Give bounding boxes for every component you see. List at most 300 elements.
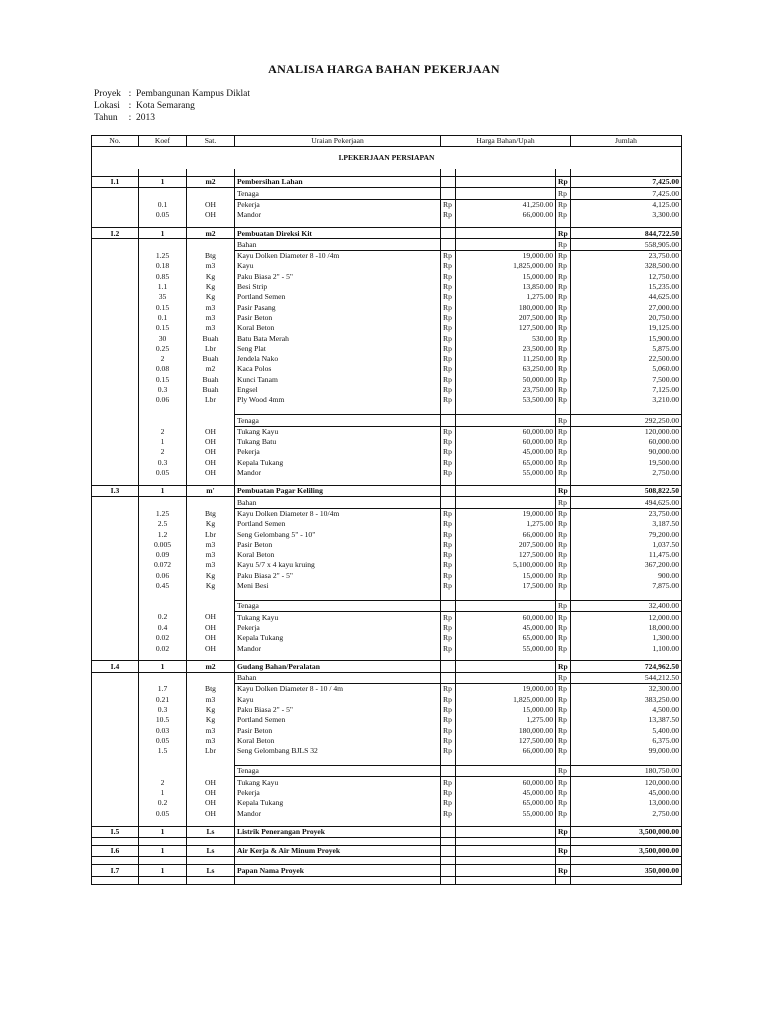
currency-label: Rp <box>441 426 456 437</box>
group-label: Tenaga <box>235 600 441 611</box>
item-koef: 1 <box>139 845 187 856</box>
empty-cell <box>456 826 556 837</box>
currency-label: Rp <box>441 457 456 467</box>
empty-cell <box>187 497 235 508</box>
row-unit: Buah <box>187 354 235 364</box>
row-amount: 12,000.00 <box>571 612 682 623</box>
empty-cell <box>139 497 187 508</box>
table-row <box>92 250 682 261</box>
item-number: I.4 <box>92 661 139 672</box>
row-description: Meni Besi <box>235 581 441 591</box>
spacer-cell <box>556 819 571 827</box>
empty-cell <box>456 486 556 497</box>
row-description: Kayu Dolken Diameter 8 -10 /4m <box>235 250 441 261</box>
row-unit: OH <box>187 777 235 788</box>
spacer-cell <box>92 591 139 601</box>
empty-cell <box>441 661 456 672</box>
empty-cell <box>92 302 139 312</box>
table-row <box>92 468 682 478</box>
spacer-row <box>92 220 682 228</box>
row-koef: 0.15 <box>139 302 187 312</box>
spacer-cell <box>571 220 682 228</box>
row-description: Seng Gelombang 5" - 10" <box>235 529 441 539</box>
currency-label: Rp <box>556 715 571 725</box>
empty-cell <box>187 188 235 199</box>
row-description: Kepala Tukang <box>235 457 441 467</box>
table-row <box>92 457 682 467</box>
row-unit-price: 15,000.00 <box>456 705 556 715</box>
currency-label: Rp <box>441 210 456 220</box>
empty-cell <box>441 600 456 611</box>
row-unit-price: 55,000.00 <box>456 468 556 478</box>
currency-label: Rp <box>556 486 571 497</box>
currency-label: Rp <box>441 282 456 292</box>
row-koef: 0.05 <box>139 808 187 818</box>
row-unit-price: 55,000.00 <box>456 643 556 653</box>
currency-label: Rp <box>441 199 456 210</box>
spacer-cell <box>456 478 556 486</box>
currency-label: Rp <box>556 672 571 683</box>
row-koef: 2 <box>139 777 187 788</box>
table-row <box>92 374 682 384</box>
currency-label: Rp <box>556 282 571 292</box>
currency-label: Rp <box>556 302 571 312</box>
currency-label: Rp <box>441 354 456 364</box>
row-koef: 0.03 <box>139 725 187 735</box>
empty-cell <box>92 550 139 560</box>
row-unit-price: 45,000.00 <box>456 447 556 457</box>
row-unit-price: 60,000.00 <box>456 426 556 437</box>
spacer-cell <box>187 653 235 661</box>
currency-label: Rp <box>556 705 571 715</box>
empty-cell <box>441 672 456 683</box>
spacer-cell <box>556 857 571 865</box>
row-koef: 1.25 <box>139 508 187 519</box>
row-amount: 4,125.00 <box>571 199 682 210</box>
spacer-cell <box>139 857 187 865</box>
empty-cell <box>92 623 139 633</box>
row-unit: OH <box>187 623 235 633</box>
table-row <box>92 447 682 457</box>
currency-label: Rp <box>556 766 571 777</box>
row-koef: 2 <box>139 354 187 364</box>
row-description: Kepala Tukang <box>235 798 441 808</box>
meta-row-proyek: Proyek : Pembangunan Kampus Diklat <box>94 89 250 99</box>
row-unit: Lbr <box>187 746 235 756</box>
spacer-row <box>92 591 682 601</box>
row-description: Kaca Polos <box>235 364 441 374</box>
row-amount: 22,500.00 <box>571 354 682 364</box>
row-description: Tukang Batu <box>235 437 441 447</box>
spacer-cell <box>571 405 682 415</box>
currency-label: Rp <box>441 343 456 353</box>
spacer-cell <box>139 591 187 601</box>
spacer-row <box>92 837 682 845</box>
item-koef: 1 <box>139 177 187 188</box>
item-name: Gudang Bahan/Peralatan <box>235 661 441 672</box>
empty-cell <box>441 845 456 856</box>
row-amount: 900.00 <box>571 570 682 580</box>
row-unit-price: 66,000.00 <box>456 529 556 539</box>
item-name: Papan Nama Proyek <box>235 865 441 876</box>
empty-cell <box>92 808 139 818</box>
currency-label: Rp <box>556 364 571 374</box>
row-koef: 0.4 <box>139 623 187 633</box>
row-koef: 0.15 <box>139 323 187 333</box>
item-header-row <box>92 228 682 239</box>
table-row <box>92 798 682 808</box>
row-koef: 30 <box>139 333 187 343</box>
row-amount: 12,750.00 <box>571 271 682 281</box>
table-row <box>92 199 682 210</box>
spacer-cell <box>139 220 187 228</box>
empty-cell <box>92 715 139 725</box>
empty-cell <box>92 188 139 199</box>
row-unit: m3 <box>187 313 235 323</box>
spacer-row <box>92 756 682 766</box>
row-unit: Buah <box>187 385 235 395</box>
row-unit: m3 <box>187 694 235 704</box>
empty-cell <box>441 188 456 199</box>
spacer-cell <box>456 220 556 228</box>
row-koef: 0.3 <box>139 705 187 715</box>
empty-cell <box>92 570 139 580</box>
row-unit: OH <box>187 447 235 457</box>
row-koef: 0.05 <box>139 468 187 478</box>
item-total: 724,962.50 <box>571 661 682 672</box>
currency-label: Rp <box>441 395 456 405</box>
item-name: Pembersihan Lahan <box>235 177 441 188</box>
row-unit-price: 1,825,000.00 <box>456 694 556 704</box>
group-header-row <box>92 415 682 426</box>
item-koef: 1 <box>139 826 187 837</box>
row-description: Pekerja <box>235 623 441 633</box>
row-koef: 1 <box>139 437 187 447</box>
currency-label: Rp <box>556 581 571 591</box>
spacer-cell <box>187 876 235 884</box>
row-amount: 5,400.00 <box>571 725 682 735</box>
row-description: Seng Plat <box>235 343 441 353</box>
currency-label: Rp <box>556 497 571 508</box>
empty-cell <box>92 210 139 220</box>
spacer-cell <box>187 819 235 827</box>
row-amount: 90,000.00 <box>571 447 682 457</box>
item-unit: Ls <box>187 826 235 837</box>
currency-label: Rp <box>556 570 571 580</box>
row-amount: 99,000.00 <box>571 746 682 756</box>
spacer-cell <box>139 876 187 884</box>
group-subtotal: 292,250.00 <box>571 415 682 426</box>
row-koef: 0.1 <box>139 313 187 323</box>
row-amount: 3,300.00 <box>571 210 682 220</box>
row-unit: m2 <box>187 364 235 374</box>
row-unit-price: 55,000.00 <box>456 808 556 818</box>
spacer-cell <box>456 653 556 661</box>
spacer-cell <box>556 653 571 661</box>
row-unit-price: 66,000.00 <box>456 746 556 756</box>
currency-label: Rp <box>441 261 456 271</box>
row-unit: Btg <box>187 250 235 261</box>
spacer-cell <box>92 857 139 865</box>
currency-label: Rp <box>556 343 571 353</box>
empty-cell <box>92 415 139 426</box>
item-total: 3,500,000.00 <box>571 826 682 837</box>
currency-label: Rp <box>556 250 571 261</box>
row-unit: Buah <box>187 374 235 384</box>
currency-label: Rp <box>556 385 571 395</box>
row-koef: 0.02 <box>139 643 187 653</box>
empty-cell <box>92 643 139 653</box>
empty-cell <box>92 374 139 384</box>
spacer-cell <box>92 876 139 884</box>
currency-label: Rp <box>441 364 456 374</box>
row-koef: 0.005 <box>139 540 187 550</box>
row-description: Paku Biasa 2" - 5" <box>235 271 441 281</box>
empty-cell <box>456 672 556 683</box>
item-header-row <box>92 826 682 837</box>
row-koef: 0.45 <box>139 581 187 591</box>
spacer-cell <box>441 591 456 601</box>
currency-label: Rp <box>441 798 456 808</box>
row-unit-price: 60,000.00 <box>456 437 556 447</box>
group-label: Tenaga <box>235 188 441 199</box>
empty-cell <box>92 777 139 788</box>
row-koef: 0.1 <box>139 199 187 210</box>
empty-cell <box>139 239 187 250</box>
row-unit: OH <box>187 210 235 220</box>
row-koef: 10.5 <box>139 715 187 725</box>
row-amount: 15,235.00 <box>571 282 682 292</box>
empty-cell <box>139 415 187 426</box>
currency-label: Rp <box>441 725 456 735</box>
item-koef: 1 <box>139 486 187 497</box>
row-unit: Buah <box>187 333 235 343</box>
spacer-row <box>92 405 682 415</box>
spacer-cell <box>92 220 139 228</box>
empty-cell <box>456 845 556 856</box>
empty-cell <box>92 508 139 519</box>
row-unit-price: 45,000.00 <box>456 788 556 798</box>
row-amount: 383,250.00 <box>571 694 682 704</box>
item-number: I.2 <box>92 228 139 239</box>
currency-label: Rp <box>556 560 571 570</box>
spacer-cell <box>456 591 556 601</box>
spacer-row <box>92 857 682 865</box>
row-description: Portland Semen <box>235 519 441 529</box>
meta-row-lokasi: Lokasi : Kota Semarang <box>94 101 195 111</box>
group-label: Tenaga <box>235 415 441 426</box>
row-unit-price: 60,000.00 <box>456 612 556 623</box>
empty-cell <box>139 766 187 777</box>
empty-cell <box>187 415 235 426</box>
row-unit-price: 63,250.00 <box>456 364 556 374</box>
row-amount: 5,060.00 <box>571 364 682 374</box>
empty-cell <box>92 385 139 395</box>
row-description: Koral Beton <box>235 736 441 746</box>
row-amount: 13,387.50 <box>571 715 682 725</box>
empty-cell <box>92 736 139 746</box>
spacer-cell <box>235 405 441 415</box>
empty-cell <box>92 323 139 333</box>
spacer-cell <box>441 405 456 415</box>
row-amount: 23,750.00 <box>571 250 682 261</box>
table-row <box>92 560 682 570</box>
row-description: Batu Bata Merah <box>235 333 441 343</box>
row-amount: 3,187.50 <box>571 519 682 529</box>
item-header-row <box>92 486 682 497</box>
row-amount: 23,750.00 <box>571 508 682 519</box>
table-row <box>92 694 682 704</box>
empty-cell <box>139 600 187 611</box>
currency-label: Rp <box>556 210 571 220</box>
row-unit: Kg <box>187 282 235 292</box>
currency-label: Rp <box>556 777 571 788</box>
currency-label: Rp <box>441 292 456 302</box>
spacer-cell <box>571 857 682 865</box>
row-unit: OH <box>187 788 235 798</box>
row-unit-price: 1,275.00 <box>456 519 556 529</box>
row-amount: 1,037.50 <box>571 540 682 550</box>
row-unit: OH <box>187 437 235 447</box>
row-amount: 2,750.00 <box>571 468 682 478</box>
spacer-cell <box>441 653 456 661</box>
currency-label: Rp <box>441 333 456 343</box>
spacer-cell <box>139 756 187 766</box>
row-amount: 44,625.00 <box>571 292 682 302</box>
row-description: Pasir Pasang <box>235 302 441 312</box>
empty-cell <box>441 486 456 497</box>
table-row <box>92 715 682 725</box>
table-row <box>92 746 682 756</box>
row-description: Kayu <box>235 694 441 704</box>
row-koef: 0.3 <box>139 385 187 395</box>
col-header-koef: Koef <box>139 136 187 147</box>
table-row <box>92 210 682 220</box>
empty-cell <box>441 177 456 188</box>
currency-label: Rp <box>441 777 456 788</box>
row-unit-price: 17,500.00 <box>456 581 556 591</box>
row-amount: 6,375.00 <box>571 736 682 746</box>
spacer-cell <box>556 169 571 177</box>
currency-label: Rp <box>441 302 456 312</box>
row-amount: 79,200.00 <box>571 529 682 539</box>
spacer-cell <box>556 405 571 415</box>
row-koef: 0.09 <box>139 550 187 560</box>
spacer-cell <box>556 591 571 601</box>
empty-cell <box>456 228 556 239</box>
item-total: 508,822.50 <box>571 486 682 497</box>
row-koef: 0.05 <box>139 210 187 220</box>
row-unit-price: 19,000.00 <box>456 508 556 519</box>
spacer-cell <box>235 819 441 827</box>
row-unit-price: 13,850.00 <box>456 282 556 292</box>
empty-cell <box>92 684 139 695</box>
row-amount: 328,500.00 <box>571 261 682 271</box>
row-koef: 0.2 <box>139 612 187 623</box>
item-number: I.1 <box>92 177 139 188</box>
currency-label: Rp <box>556 798 571 808</box>
row-unit: Kg <box>187 519 235 529</box>
spacer-cell <box>92 169 139 177</box>
table-row <box>92 736 682 746</box>
row-unit: m3 <box>187 736 235 746</box>
empty-cell <box>441 415 456 426</box>
spacer-row <box>92 653 682 661</box>
row-description: Paku Biasa 2" - 5" <box>235 570 441 580</box>
table-row <box>92 623 682 633</box>
spacer-cell <box>235 169 441 177</box>
empty-cell <box>92 437 139 447</box>
currency-label: Rp <box>441 550 456 560</box>
currency-label: Rp <box>441 581 456 591</box>
currency-label: Rp <box>556 374 571 384</box>
spacer-cell <box>187 837 235 845</box>
currency-label: Rp <box>556 199 571 210</box>
currency-label: Rp <box>556 188 571 199</box>
currency-label: Rp <box>441 519 456 529</box>
currency-label: Rp <box>441 684 456 695</box>
row-unit: Lbr <box>187 529 235 539</box>
item-name: Listrik Penerangan Proyek <box>235 826 441 837</box>
row-unit-price: 15,000.00 <box>456 570 556 580</box>
row-description: Pekerja <box>235 788 441 798</box>
row-koef: 0.06 <box>139 395 187 405</box>
group-header-row <box>92 497 682 508</box>
currency-label: Rp <box>556 736 571 746</box>
row-unit: Lbr <box>187 343 235 353</box>
row-unit-price: 23,500.00 <box>456 343 556 353</box>
spacer-cell <box>139 653 187 661</box>
spacer-cell <box>456 819 556 827</box>
row-unit: Lbr <box>187 395 235 405</box>
row-amount: 19,500.00 <box>571 457 682 467</box>
empty-cell <box>441 497 456 508</box>
empty-cell <box>92 364 139 374</box>
table-row <box>92 323 682 333</box>
row-description: Paku Biasa 2" - 5" <box>235 705 441 715</box>
currency-label: Rp <box>556 426 571 437</box>
row-amount: 120,000.00 <box>571 426 682 437</box>
row-description: Koral Beton <box>235 323 441 333</box>
table-row <box>92 788 682 798</box>
col-header-uraian: Uraian Pekerjaan <box>235 136 441 147</box>
table-row <box>92 725 682 735</box>
row-unit: m3 <box>187 560 235 570</box>
row-unit: OH <box>187 457 235 467</box>
row-unit-price: 180,000.00 <box>456 725 556 735</box>
row-unit: OH <box>187 633 235 643</box>
empty-cell <box>456 188 556 199</box>
row-koef: 1.5 <box>139 746 187 756</box>
empty-cell <box>92 447 139 457</box>
row-unit: m3 <box>187 323 235 333</box>
group-header-row <box>92 188 682 199</box>
table-row <box>92 364 682 374</box>
row-koef: 1.2 <box>139 529 187 539</box>
row-description: Ply Wood 4mm <box>235 395 441 405</box>
group-subtotal: 32,400.00 <box>571 600 682 611</box>
spacer-cell <box>187 756 235 766</box>
table-body <box>92 147 682 885</box>
empty-cell <box>92 694 139 704</box>
currency-label: Rp <box>441 271 456 281</box>
row-koef: 2.5 <box>139 519 187 529</box>
currency-label: Rp <box>556 519 571 529</box>
table-row <box>92 808 682 818</box>
empty-cell <box>456 865 556 876</box>
row-unit-price: 15,000.00 <box>456 271 556 281</box>
group-label: Bahan <box>235 497 441 508</box>
